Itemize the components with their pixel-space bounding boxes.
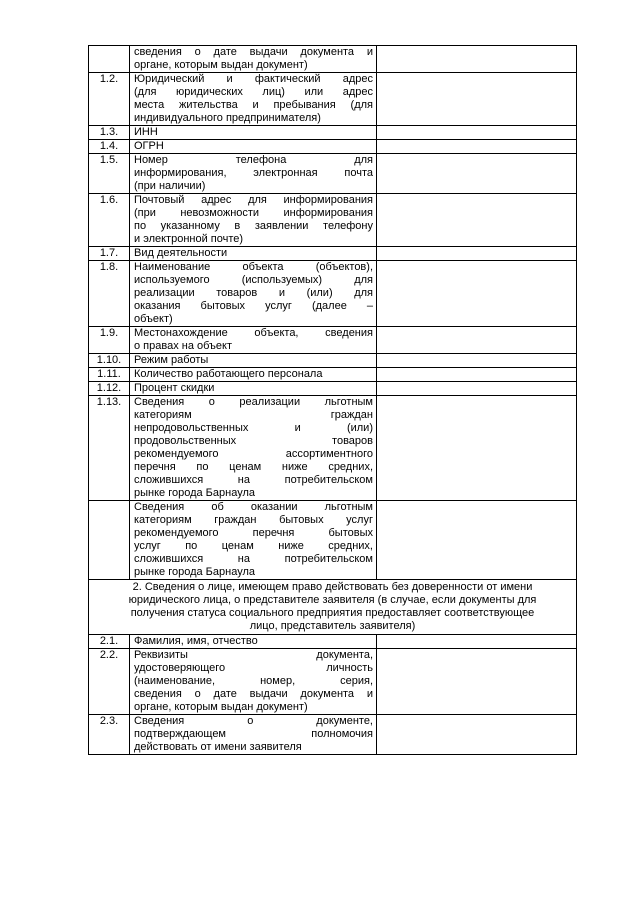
row-number: 1.10. [89,354,130,368]
field-value-cell[interactable] [377,126,577,140]
field-label-line: Количество работающего персонала [134,368,323,380]
field-label-line: места жительства и пребывания (для [134,99,373,111]
field-label-line: Юридический и фактический адрес [134,73,373,85]
field-label-line: категориям граждан [134,409,373,421]
field-value-cell[interactable] [377,247,577,261]
section-header-row [89,580,577,635]
row-number: 1.7. [89,247,130,261]
field-label-line: оказания бытовых услуг (далее – [134,300,373,312]
field-label-line: объект) [134,313,173,325]
field-label-line: Режим работы [134,354,209,366]
row-number: 2.2. [89,649,130,715]
field-label-line: (наименование, номер, серия, [134,675,373,687]
field-label-line: Вид деятельности [134,247,228,259]
field-value-cell[interactable] [377,261,577,327]
row-number: 1.13. [89,396,130,501]
field-value-cell[interactable] [377,194,577,247]
field-label [130,715,377,755]
field-label-line: непродовольственных и (или) [134,422,373,434]
row-number: 1.5. [89,154,130,194]
field-value-cell[interactable] [377,73,577,126]
field-value-cell[interactable] [377,140,577,154]
field-label-line: информирования, электронная почта [134,167,373,179]
field-label-line: индивидуального предпринимателя) [134,112,321,124]
field-label [130,46,377,73]
field-label-line: Наименование объекта (объектов), [134,261,373,273]
field-label [130,126,377,140]
field-label-line: сведения о дате выдачи документа и [134,688,373,700]
field-label-line: действовать от имени заявителя [134,741,302,753]
field-label [130,382,377,396]
field-value-cell[interactable] [377,715,577,755]
field-label-line: используемого (используемых) для [134,274,373,286]
form-row [89,501,577,580]
form-row [89,635,577,649]
field-label-line: Процент скидки [134,382,215,394]
field-label-line: Почтовый адрес для информирования [134,194,373,206]
field-label-line: и электронной почте) [134,233,244,245]
field-value-cell[interactable] [377,501,577,580]
field-label-line: сложившихся на потребительском [134,474,373,486]
form-row [89,382,577,396]
field-label-line: (для юридических лиц) или адрес [134,86,373,98]
field-label-line: о правах на объект [134,340,233,352]
form-row [89,368,577,382]
form-row [89,73,577,126]
form-row [89,354,577,368]
field-label-line: рекомендуемого перечня бытовых [134,527,373,539]
section-heading [89,580,577,635]
form-row [89,154,577,194]
field-label-line: Сведения о документе, [134,715,373,727]
field-label [130,327,377,354]
section-heading-line: получения статуса социального предприятия предоставляет соответствующее [130,607,535,619]
field-label-line: продовольственных товаров [134,435,373,447]
field-label-line: сведения о дате выдачи документа и [134,46,373,58]
section-heading-line: лицо, представитель заявителя) [249,620,416,632]
field-label [130,194,377,247]
field-value-cell[interactable] [377,368,577,382]
row-number: 1.11. [89,368,130,382]
field-value-cell[interactable] [377,635,577,649]
row-number: 1.2. [89,73,130,126]
row-number [89,501,130,580]
field-label-line: реализации товаров и (или) для [134,287,373,299]
form-row [89,194,577,247]
field-label [130,73,377,126]
field-label [130,501,377,580]
application-form-table [88,45,577,755]
row-number: 1.6. [89,194,130,247]
field-value-cell[interactable] [377,154,577,194]
field-label-line: Фамилия, имя, отчество [134,635,258,647]
field-label [130,368,377,382]
field-label-line: категориям граждан бытовых услуг [134,514,373,526]
field-label [130,140,377,154]
row-number: 1.9. [89,327,130,354]
field-label-line: по указанному в заявлении телефону [134,220,373,232]
form-row [89,140,577,154]
field-label [130,396,377,501]
form-row [89,247,577,261]
field-label [130,247,377,261]
form-row [89,261,577,327]
field-label [130,261,377,327]
row-number: 1.3. [89,126,130,140]
field-label-line: Номер телефона для [134,154,373,166]
field-label-line: подтверждающем полномочия [134,728,373,740]
form-row [89,126,577,140]
field-label-line: удостоверяющего личность [134,662,373,674]
field-label-line: рекомендуемого ассортиментного [134,448,373,460]
field-label [130,649,377,715]
field-label-line: перечня по ценам ниже средних, [134,461,373,473]
field-label-line: (при невозможности информирования [134,207,373,219]
row-number: 2.1. [89,635,130,649]
form-row [89,46,577,73]
field-value-cell[interactable] [377,396,577,501]
form-row [89,715,577,755]
row-number: 2.3. [89,715,130,755]
field-label [130,354,377,368]
form-row [89,649,577,715]
row-number: 1.8. [89,261,130,327]
section-heading-line: 2. Сведения о лице, имеющем право действовать без доверенности от имени [132,581,533,593]
field-value-cell[interactable] [377,46,577,73]
field-label-line: рынке города Барнаула [134,487,255,499]
section-heading-line: юридического лица, о представителе заявителя (в случае, если документы для [128,594,537,606]
field-label-line: органе, которым выдан документ) [134,701,308,713]
field-value-cell[interactable] [377,382,577,396]
field-label-line: ИНН [134,126,158,138]
field-label-line: Сведения о реализации льготным [134,396,373,408]
field-value-cell[interactable] [377,327,577,354]
row-number: 1.4. [89,140,130,154]
field-label-line: Местонахождение объекта, сведения [134,327,373,339]
field-label-line: рынке города Барнаула [134,566,255,578]
field-label-line: ОГРН [134,140,164,152]
field-label [130,154,377,194]
field-label-line: сложившихся на потребительском [134,553,373,565]
field-label [130,635,377,649]
field-label-line: (при наличии) [134,180,206,192]
field-value-cell[interactable] [377,649,577,715]
form-row [89,396,577,501]
form-table-body [89,46,577,755]
row-number: 1.12. [89,382,130,396]
field-label-line: Реквизиты документа, [134,649,373,661]
row-number [89,46,130,73]
field-value-cell[interactable] [377,354,577,368]
field-label-line: услуг по ценам ниже средних, [134,540,373,552]
field-label-line: Сведения об оказании льготным [134,501,373,513]
field-label-line: органе, которым выдан документ) [134,59,308,71]
form-row [89,327,577,354]
